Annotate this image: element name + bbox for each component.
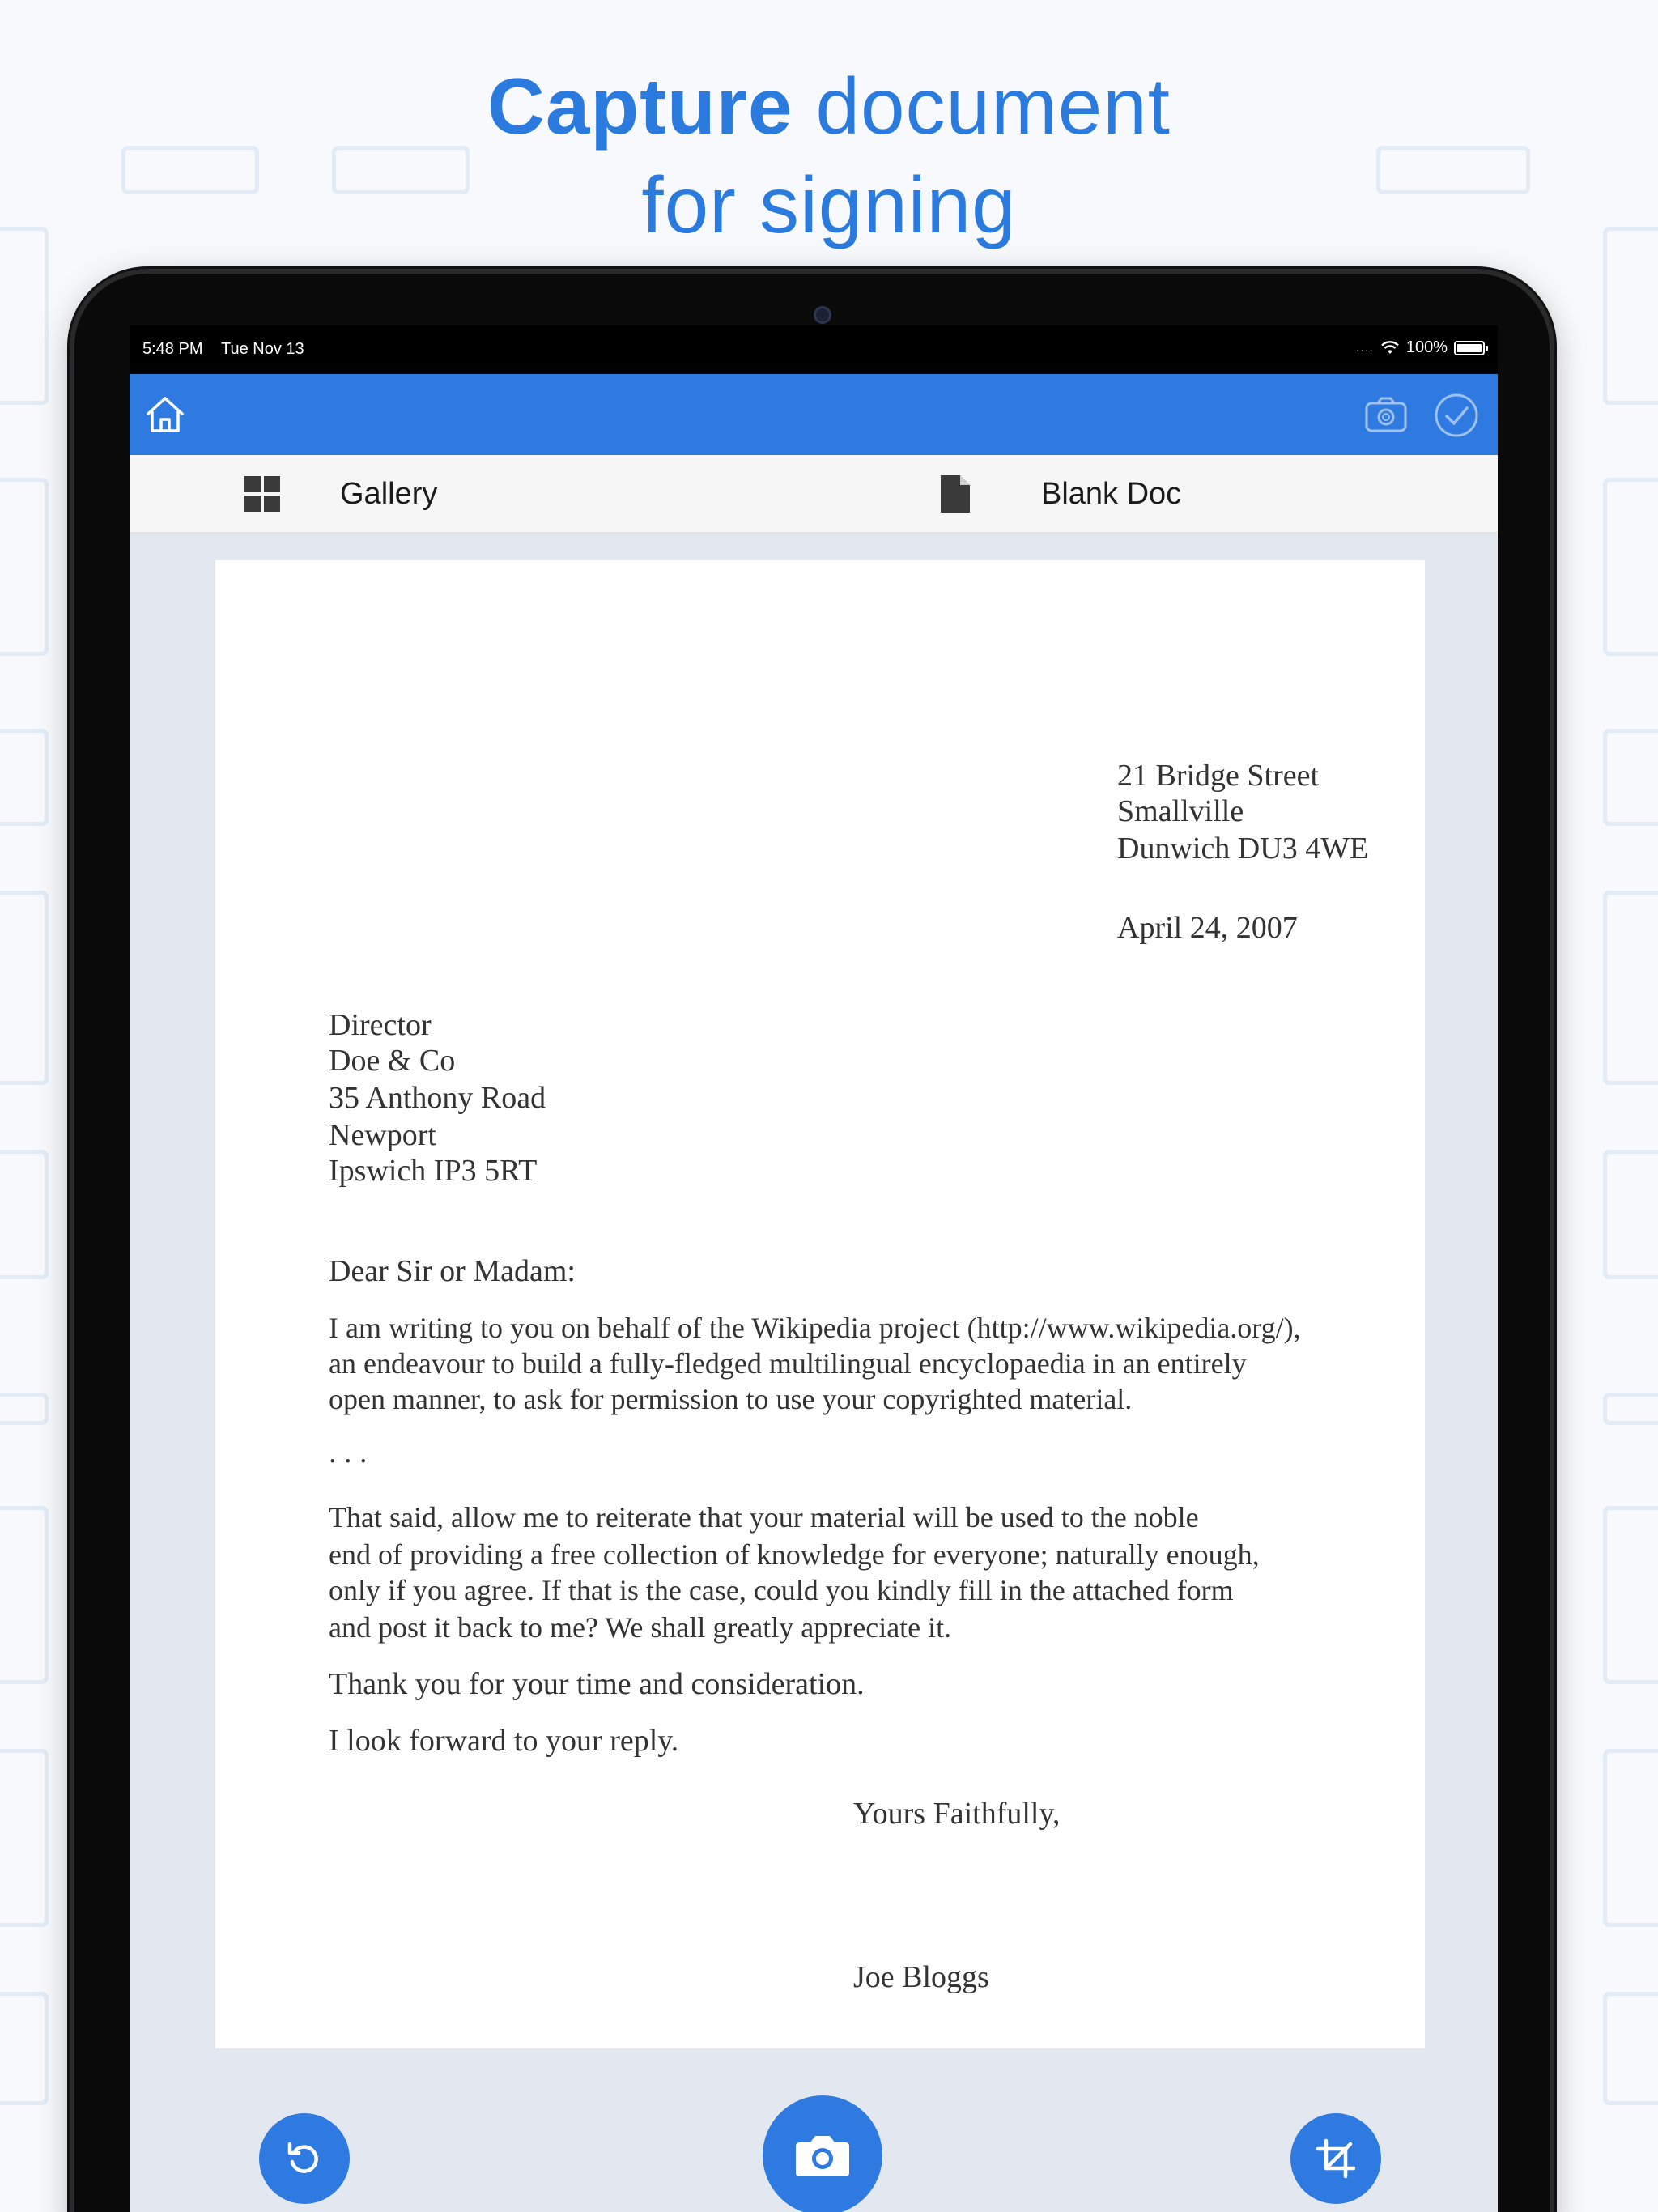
recipient-line: Doe & Co bbox=[329, 1044, 456, 1078]
status-time: 5:48 PM bbox=[142, 340, 203, 358]
closing: Yours Faithfully, bbox=[853, 1797, 1061, 1831]
paragraph-line: open manner, to ask for permission to use your copyrighted material. bbox=[329, 1383, 1133, 1415]
recipient-line: Director bbox=[329, 1008, 432, 1042]
address-line: Dunwich DU3 4WE bbox=[1117, 832, 1369, 866]
headline bbox=[0, 57, 1658, 254]
tab-gallery-label: Gallery bbox=[340, 476, 438, 511]
rotate-button[interactable] bbox=[259, 2113, 350, 2204]
paragraph-line: end of providing a free collection of knowledge for everyone; naturally enough, bbox=[329, 1538, 1260, 1571]
recipient-line: Newport bbox=[329, 1118, 436, 1152]
camera-capture-icon bbox=[793, 2131, 852, 2180]
signal-dots: .... bbox=[1356, 340, 1374, 355]
battery-icon bbox=[1454, 341, 1485, 355]
paragraph-line: I am writing to you on behalf of the Wikipedia project (http://www.wikipedia.org/), bbox=[329, 1312, 1301, 1344]
battery-percent: 100% bbox=[1405, 338, 1448, 356]
document-icon bbox=[939, 474, 971, 514]
crop-icon bbox=[1312, 2134, 1360, 2183]
letter-date: April 24, 2007 bbox=[1117, 911, 1298, 945]
status-bar bbox=[130, 325, 1498, 374]
greeting: Dear Sir or Madam: bbox=[329, 1254, 576, 1288]
home-icon[interactable] bbox=[142, 392, 188, 437]
tab-bar bbox=[130, 455, 1498, 533]
tab-gallery[interactable] bbox=[243, 455, 437, 533]
recipient-line: 35 Anthony Road bbox=[329, 1081, 546, 1115]
capture-button[interactable] bbox=[763, 2095, 882, 2212]
crop-button[interactable] bbox=[1290, 2113, 1381, 2204]
tablet-frame bbox=[70, 269, 1554, 2212]
address-line: 21 Bridge Street bbox=[1117, 759, 1320, 793]
headline-line-2: for signing bbox=[641, 160, 1017, 249]
headline-bold: Capture bbox=[487, 62, 793, 151]
paragraph-line: only if you agree. If that is the case, could you kindly fill in the attached form bbox=[329, 1574, 1234, 1606]
grid-icon bbox=[243, 474, 282, 513]
signature-name: Joe Bloggs bbox=[853, 1960, 989, 1994]
rotate-icon bbox=[280, 2134, 329, 2183]
paragraph-line: That said, allow me to reiterate that your material will be used to the noble bbox=[329, 1501, 1199, 1534]
ellipsis: . . . bbox=[329, 1436, 368, 1470]
paragraph-line: an endeavour to build a fully-fledged multilingual encyclopaedia in an entirely bbox=[329, 1347, 1247, 1380]
tab-blank-doc-label: Blank Doc bbox=[1041, 476, 1182, 511]
check-circle-icon[interactable] bbox=[1433, 392, 1480, 439]
wifi-icon bbox=[1380, 341, 1400, 355]
thanks-line: Thank you for your time and consideration. bbox=[329, 1667, 865, 1701]
headline-line-1 bbox=[0, 57, 1658, 155]
paragraph-line: and post it back to me? We shall greatly appreciate it. bbox=[329, 1611, 952, 1644]
document-preview bbox=[215, 560, 1425, 2048]
status-date: Tue Nov 13 bbox=[221, 340, 304, 358]
headline-rest: document bbox=[793, 62, 1171, 151]
front-camera bbox=[814, 306, 831, 324]
camera-icon[interactable] bbox=[1363, 395, 1409, 436]
tab-blank-doc[interactable] bbox=[939, 455, 1181, 533]
address-line: Smallville bbox=[1117, 794, 1244, 828]
forward-line: I look forward to your reply. bbox=[329, 1724, 679, 1758]
status-right bbox=[1356, 338, 1485, 357]
app-bar bbox=[130, 374, 1498, 455]
recipient-line: Ipswich IP3 5RT bbox=[329, 1154, 538, 1188]
screen bbox=[130, 325, 1498, 2212]
